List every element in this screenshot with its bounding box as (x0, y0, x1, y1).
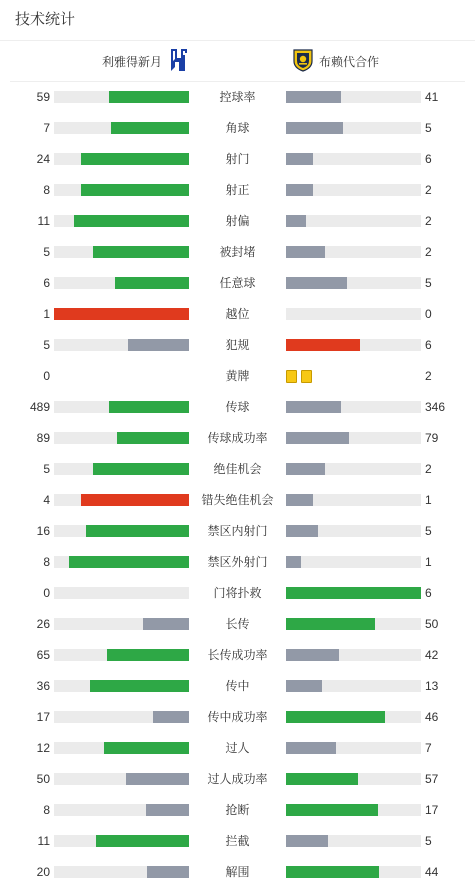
away-stat-bar-fill (286, 866, 379, 878)
away-stat-bar (286, 494, 421, 506)
home-stat-value: 5 (43, 462, 50, 476)
home-stat-bar-fill (54, 308, 189, 320)
home-stat-bar (54, 494, 189, 506)
home-stat-bar (54, 804, 189, 816)
home-stat-bar-fill (93, 463, 189, 475)
away-stat-value: 5 (425, 276, 432, 290)
stat-row (0, 611, 475, 642)
home-stat-bar (54, 711, 189, 723)
stat-row (0, 487, 475, 518)
stat-row (0, 394, 475, 425)
stat-label: 长传 (225, 617, 250, 631)
stat-label: 门将扑救 (213, 586, 262, 600)
home-stat-bar (54, 339, 189, 351)
away-stat-bar-fill (286, 91, 341, 103)
stat-row (0, 828, 475, 859)
stat-row (0, 301, 475, 332)
home-stat-bar (54, 246, 189, 258)
home-stat-bar-fill (93, 246, 189, 258)
home-stat-value: 5 (43, 245, 50, 259)
away-stat-bar-fill (286, 463, 325, 475)
away-stat-bar (286, 246, 421, 258)
home-stat-bar-fill (81, 153, 189, 165)
home-stat-value: 6 (43, 276, 50, 290)
away-stat-value: 2 (425, 245, 432, 259)
home-stat-value: 8 (43, 183, 50, 197)
home-stat-bar-fill (81, 494, 189, 506)
away-stat-bar-fill (286, 742, 336, 754)
stat-label: 传球成功率 (207, 431, 268, 445)
home-stat-bar-fill (111, 122, 189, 134)
home-stat-value: 8 (43, 803, 50, 817)
home-stat-value: 89 (36, 431, 50, 445)
home-stat-value: 7 (43, 121, 50, 135)
home-stat-bar-fill (109, 91, 189, 103)
home-stat-bar (54, 680, 189, 692)
stats-list (0, 84, 475, 888)
away-stat-bar (286, 587, 421, 599)
home-stat-bar-fill (96, 835, 189, 847)
away-stat-value: 41 (425, 90, 439, 104)
stat-row (0, 425, 475, 456)
away-stat-value: 57 (425, 772, 439, 786)
home-stat-bar-fill (143, 618, 189, 630)
away-stat-bar (286, 153, 421, 165)
stat-label: 绝佳机会 (213, 462, 262, 476)
home-stat-bar (54, 866, 189, 878)
stat-row (0, 177, 475, 208)
away-stat-bar-fill (286, 122, 343, 134)
home-stat-bar-fill (86, 525, 189, 537)
away-stat-value: 6 (425, 338, 432, 352)
away-stat-bar-fill (286, 432, 349, 444)
stat-label: 任意球 (219, 276, 256, 290)
home-stat-value: 59 (36, 90, 50, 104)
home-stat-bar (54, 525, 189, 537)
stat-label: 禁区内射门 (207, 524, 268, 538)
home-stat-value: 11 (37, 214, 50, 228)
home-stat-value: 4 (43, 493, 50, 507)
away-stat-bar-fill (286, 680, 322, 692)
away-stat-bar-fill (286, 215, 306, 227)
stat-label: 错失绝佳机会 (201, 493, 274, 507)
stat-row (0, 84, 475, 115)
home-stat-bar (54, 463, 189, 475)
away-stat-bar-fill (286, 339, 360, 351)
away-stat-value: 2 (425, 183, 432, 197)
stat-label: 过人 (225, 741, 250, 755)
away-stat-bar (286, 525, 421, 537)
away-stat-value: 1 (425, 493, 432, 507)
away-stat-value: 6 (425, 152, 432, 166)
stat-label: 长传成功率 (207, 648, 268, 662)
stat-label: 过人成功率 (207, 772, 268, 786)
stat-label: 黄牌 (225, 369, 250, 383)
home-stat-value: 36 (36, 679, 50, 693)
home-stat-bar-fill (115, 277, 189, 289)
home-team-name: 利雅得新月 (101, 54, 162, 69)
stat-label: 犯规 (225, 338, 250, 352)
stat-label: 传中 (225, 679, 250, 693)
away-stat-bar (286, 308, 421, 320)
home-stat-bar (54, 742, 189, 754)
home-stat-value: 0 (43, 586, 50, 600)
away-stat-bar (286, 277, 421, 289)
away-stat-value: 7 (425, 741, 432, 755)
home-stat-bar (54, 401, 189, 413)
home-stat-bar-fill (126, 773, 189, 785)
stat-label: 抢断 (225, 803, 250, 817)
stat-label: 解围 (225, 865, 250, 879)
home-stat-bar-fill (69, 556, 189, 568)
home-stat-bar-fill (117, 432, 189, 444)
stat-label: 射偏 (225, 214, 250, 228)
home-stat-value: 65 (36, 648, 50, 662)
away-stat-bar-fill (286, 835, 328, 847)
stat-row (0, 363, 475, 394)
stat-label: 控球率 (219, 90, 256, 104)
home-stat-value: 0 (43, 369, 50, 383)
home-stat-value: 24 (36, 152, 50, 166)
section-title: 技术统计 (15, 11, 76, 28)
stat-row (0, 115, 475, 146)
away-stat-bar (286, 184, 421, 196)
away-stat-bar (286, 618, 421, 630)
stat-row (0, 332, 475, 363)
away-stat-value: 5 (425, 834, 432, 848)
away-stat-value: 2 (425, 462, 432, 476)
away-stat-bar (286, 742, 421, 754)
title-divider (0, 40, 475, 41)
stat-row (0, 146, 475, 177)
header-divider (10, 81, 465, 82)
home-stat-bar-fill (81, 184, 189, 196)
stat-row (0, 642, 475, 673)
home-stat-bar (54, 618, 189, 630)
home-stat-bar (54, 184, 189, 196)
home-team-header[interactable] (102, 46, 190, 76)
away-stat-value: 5 (425, 524, 432, 538)
stat-row (0, 735, 475, 766)
away-stat-bar (286, 866, 421, 878)
stat-row (0, 859, 475, 888)
away-stat-bar-fill (286, 153, 313, 165)
away-stat-value: 44 (425, 865, 439, 879)
away-stat-bar-fill (286, 246, 325, 258)
away-stat-value: 13 (425, 679, 439, 693)
away-stat-bar (286, 835, 421, 847)
home-stat-bar (54, 835, 189, 847)
away-stat-bar-fill (286, 618, 375, 630)
away-stat-bar-fill (286, 494, 313, 506)
away-stat-value: 5 (425, 121, 432, 135)
home-stat-bar (54, 587, 189, 599)
away-yellow-cards (286, 370, 312, 383)
away-stat-bar-fill (286, 184, 313, 196)
away-stat-value: 42 (425, 648, 439, 662)
home-stat-value: 5 (43, 338, 50, 352)
home-stat-bar-fill (104, 742, 189, 754)
home-stat-value: 1 (43, 307, 50, 321)
away-stat-bar (286, 711, 421, 723)
home-stat-bar (54, 277, 189, 289)
away-stat-bar (286, 91, 421, 103)
away-stat-value: 2 (425, 214, 432, 228)
stat-label: 传球 (225, 400, 250, 414)
stat-row (0, 518, 475, 549)
home-stat-bar (54, 122, 189, 134)
away-stat-value: 1 (425, 555, 432, 569)
stat-label: 传中成功率 (207, 710, 268, 724)
away-stat-bar-fill (286, 401, 341, 413)
home-stat-bar-fill (128, 339, 189, 351)
home-stat-value: 50 (36, 772, 50, 786)
home-stat-bar-fill (74, 215, 189, 227)
away-stat-bar-fill (286, 649, 339, 661)
stat-row (0, 580, 475, 611)
away-stat-bar-fill (286, 804, 378, 816)
away-stat-bar (286, 773, 421, 785)
away-team-header[interactable] (293, 46, 379, 76)
away-stat-bar (286, 215, 421, 227)
home-stat-value: 26 (36, 617, 50, 631)
home-stat-value: 8 (43, 555, 50, 569)
home-stat-bar (54, 215, 189, 227)
home-stat-value: 12 (36, 741, 50, 755)
home-stat-bar (54, 153, 189, 165)
home-stat-value: 11 (37, 834, 50, 848)
stat-row (0, 239, 475, 270)
stat-label: 越位 (225, 307, 250, 321)
yellow-card-icon (286, 370, 297, 383)
yellow-card-icon (301, 370, 312, 383)
home-stat-bar (54, 773, 189, 785)
stat-row (0, 704, 475, 735)
home-stat-value: 16 (36, 524, 50, 538)
stat-label: 拦截 (225, 834, 250, 848)
stat-label: 被封堵 (219, 245, 256, 259)
stat-row (0, 673, 475, 704)
away-stat-value: 50 (425, 617, 439, 631)
home-stat-value: 17 (36, 710, 50, 724)
stat-label: 禁区外射门 (207, 555, 268, 569)
away-stat-bar-fill (286, 525, 318, 537)
stat-row (0, 549, 475, 580)
away-stat-value: 79 (425, 431, 439, 445)
home-stat-bar (54, 91, 189, 103)
away-stat-value: 17 (425, 803, 439, 817)
away-stat-value: 46 (425, 710, 439, 724)
home-stat-bar-fill (153, 711, 189, 723)
away-stat-bar (286, 122, 421, 134)
home-stat-bar-fill (109, 401, 189, 413)
away-stat-bar (286, 432, 421, 444)
stat-row (0, 797, 475, 828)
home-stat-value: 20 (36, 865, 50, 879)
away-stat-bar-fill (286, 277, 347, 289)
stat-label: 射正 (225, 183, 250, 197)
away-stat-value: 0 (425, 307, 432, 321)
away-team-name: 布赖代合作 (319, 54, 380, 69)
away-stat-bar-fill (286, 773, 358, 785)
home-stat-bar-fill (147, 866, 189, 878)
away-stat-bar (286, 649, 421, 661)
home-stat-bar (54, 649, 189, 661)
away-stat-value: 2 (425, 369, 432, 383)
away-stat-bar (286, 804, 421, 816)
home-stat-bar (54, 432, 189, 444)
away-stat-value: 346 (425, 400, 446, 414)
home-stat-bar (54, 308, 189, 320)
away-stat-bar (286, 463, 421, 475)
away-stat-bar (286, 680, 421, 692)
away-stat-bar (286, 339, 421, 351)
away-stat-bar-fill (286, 556, 301, 568)
away-stat-value: 6 (425, 586, 432, 600)
home-stat-bar (54, 556, 189, 568)
stat-row (0, 766, 475, 797)
al-hilal-crest-icon (168, 47, 190, 76)
away-stat-bar (286, 556, 421, 568)
stat-label: 角球 (225, 121, 250, 135)
away-stat-bar-fill (286, 587, 421, 599)
home-stat-bar-fill (146, 804, 189, 816)
home-stat-bar-fill (90, 680, 189, 692)
al-taawoun-crest-icon (293, 48, 313, 75)
stat-label: 射门 (225, 152, 250, 166)
away-stat-bar-fill (286, 711, 385, 723)
stat-row (0, 270, 475, 301)
home-stat-value: 489 (29, 400, 50, 414)
stat-row (0, 208, 475, 239)
stat-row (0, 456, 475, 487)
away-stat-bar (286, 401, 421, 413)
home-stat-bar-fill (107, 649, 189, 661)
